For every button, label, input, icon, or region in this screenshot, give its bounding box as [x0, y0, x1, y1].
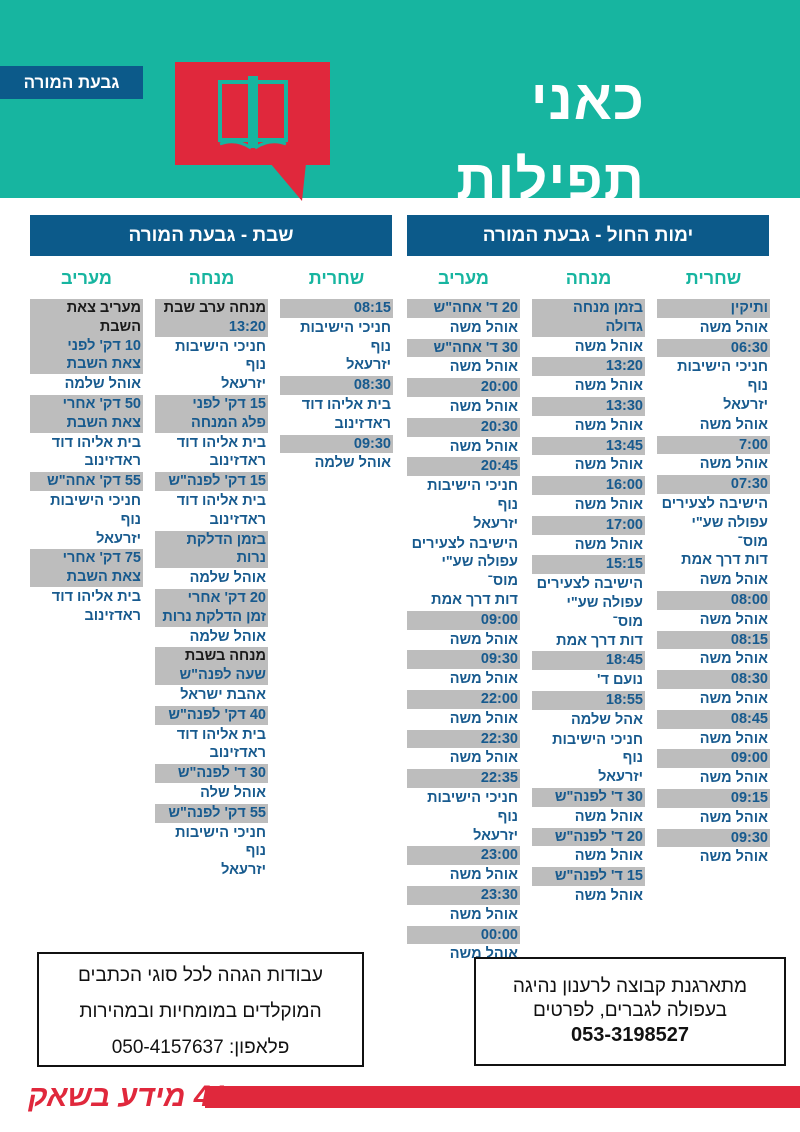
cell-text: 18:55	[605, 691, 643, 708]
time-cell	[155, 588, 268, 627]
footer-logo-text: 41 מידע בשאק	[28, 1080, 228, 1113]
cell-text: אוהל משה	[699, 809, 768, 826]
cell-text: 22:35	[480, 770, 518, 787]
time-cell	[657, 435, 770, 455]
cell-text: אוהל משה	[449, 946, 518, 963]
synagogue-cell	[155, 491, 268, 530]
cell-text: אוהל משה	[449, 398, 518, 415]
time-cell	[155, 471, 268, 491]
time-cell	[657, 338, 770, 358]
synagogue-cell	[407, 357, 520, 377]
time-cell	[30, 548, 143, 587]
synagogue-cell	[280, 395, 393, 434]
cell-text: ותיקין	[730, 300, 768, 316]
synagogue-cell	[155, 685, 268, 705]
synagogue-cell	[657, 729, 770, 749]
synagogue-cell	[657, 415, 770, 435]
prayer-heading: מעריב צאת השבת	[66, 300, 141, 335]
shabbat-column	[280, 298, 393, 473]
time-cell	[657, 474, 770, 494]
ad-phone: פלאפון: 050-4157637	[111, 1037, 290, 1058]
cell-text: 08:15	[730, 631, 768, 648]
time-cell	[407, 729, 520, 749]
cell-text: 20 דק' אחרי זמן הדלקת נרות	[162, 589, 266, 625]
time-cell	[657, 709, 770, 729]
synagogue-cell	[532, 574, 645, 650]
cell-text: אוהל משה	[699, 770, 768, 787]
time-cell	[407, 925, 520, 945]
synagogue-cell	[407, 669, 520, 689]
weekday-column	[407, 298, 520, 964]
cell-text: אוהל משה	[449, 671, 518, 688]
cell-text: אוהל משה	[699, 849, 768, 866]
cell-text: 75 דק' אחרי צאת השבת	[62, 550, 141, 586]
cell-text: 55 דק' לפנה"ש	[168, 804, 266, 821]
synagogue-cell	[407, 788, 520, 845]
synagogue-cell	[532, 495, 645, 515]
cell-text: 7:00	[738, 436, 768, 453]
synagogue-cell	[532, 670, 645, 690]
time-cell	[657, 298, 770, 318]
time-cell	[532, 396, 645, 416]
cell-text: שעה לפנה"ש	[179, 667, 266, 684]
cell-text: אוהל משה	[449, 750, 518, 767]
synagogue-cell	[532, 710, 645, 730]
driving-group-ad	[474, 957, 786, 1066]
ad-line: מתארגנת קבוצה לרענון נהיגה	[512, 976, 748, 997]
time-cell	[532, 436, 645, 456]
time-cell	[657, 590, 770, 610]
time-cell	[657, 828, 770, 848]
cell-text: 20:30	[480, 418, 518, 435]
cell-text: אוהל משה	[574, 496, 643, 513]
cell-text: אוהל משה	[449, 631, 518, 648]
synagogue-cell	[155, 725, 268, 764]
time-cell	[155, 298, 268, 337]
weekday-column-header: שחרית	[685, 268, 742, 288]
cell-text: 13:20	[605, 358, 643, 375]
cell-text: 22:00	[480, 690, 518, 707]
cell-text: חניכי הישיבות נוף יזרעאל	[175, 338, 266, 393]
cell-text: אוהל משה	[699, 730, 768, 747]
cell-text: אוהל משה	[449, 906, 518, 923]
cell-text: אוהל שלמה	[189, 570, 266, 587]
footer-bar	[205, 1086, 800, 1108]
cell-text: בית אליהו דוד ראדזינוב	[176, 492, 266, 528]
neighborhood-badge: גבעת המורה	[0, 66, 143, 99]
cell-text: 00:00	[480, 926, 518, 943]
time-cell	[155, 530, 268, 569]
cell-text: אוהל משה	[574, 378, 643, 395]
synagogue-cell	[657, 494, 770, 570]
cell-text: אוהל משה	[574, 338, 643, 355]
synagogue-cell	[407, 748, 520, 768]
time-cell	[280, 375, 393, 395]
cell-text: 09:00	[480, 611, 518, 628]
cell-text: אוהל משה	[449, 867, 518, 884]
synagogue-cell	[657, 768, 770, 788]
cell-text: אוהל שלמה	[314, 455, 391, 472]
time-cell	[532, 356, 645, 376]
time-cell	[532, 515, 645, 535]
cell-text: אוהל משה	[699, 416, 768, 433]
cell-text: 06:30	[730, 339, 768, 356]
time-cell	[407, 689, 520, 709]
synagogue-cell	[532, 376, 645, 396]
cell-text: אוהל משה	[574, 808, 643, 825]
cell-text: אוהל שלה	[200, 784, 266, 801]
cell-text: 13:20	[228, 318, 266, 335]
shabbat-column	[30, 298, 143, 626]
shabbat-column-header: מעריב	[61, 268, 112, 288]
time-cell	[407, 845, 520, 865]
time-cell	[155, 646, 268, 685]
cell-text: אוהל משה	[574, 536, 643, 553]
cell-text: אוהל משה	[574, 457, 643, 474]
synagogue-cell	[155, 433, 268, 472]
proofreading-ad	[37, 952, 364, 1067]
cell-text: חניכי הישיבות נוף יזרעאל	[427, 478, 518, 532]
time-cell	[407, 338, 520, 358]
cell-text: 13:45	[605, 437, 643, 454]
open-book-icon	[218, 74, 288, 156]
cell-text: 10 דק' לפני צאת השבת	[66, 337, 141, 373]
synagogue-cell	[657, 689, 770, 709]
time-cell	[407, 417, 520, 437]
synagogue-cell	[532, 886, 645, 906]
time-cell	[30, 471, 143, 491]
cell-text: בית אליהו דוד ראדזינוב	[51, 434, 141, 470]
time-cell	[280, 298, 393, 318]
time-cell	[30, 394, 143, 433]
synagogue-cell	[407, 534, 520, 610]
cell-text: 20 ד' אחה"ש	[433, 300, 518, 316]
cell-text: 07:30	[730, 476, 768, 493]
synagogue-cell	[657, 570, 770, 590]
time-cell	[30, 298, 143, 374]
cell-text: אוהל משה	[449, 438, 518, 455]
synagogue-cell	[407, 905, 520, 925]
shabbat-column-header: שחרית	[308, 268, 365, 288]
cell-text: 23:00	[480, 847, 518, 864]
ad-phone: 053-3198527	[571, 1024, 689, 1046]
shabbat-column	[155, 298, 268, 880]
weekday-column	[532, 298, 645, 906]
time-cell	[407, 298, 520, 318]
cell-text: 55 דק' אחה"ש	[47, 473, 141, 490]
cell-text: 23:30	[480, 886, 518, 903]
cell-text: אוהל משה	[574, 417, 643, 434]
cell-text: חניכי הישיבות נוף יזרעאל	[677, 359, 768, 413]
cell-text: 15 דק' לפנה"ש	[168, 473, 266, 490]
cell-text: הישיבה לצעירים עפולה שע"י מוס־ דות דרך אמת	[536, 576, 643, 649]
time-cell	[407, 885, 520, 905]
time-cell	[155, 394, 268, 433]
time-cell	[532, 827, 645, 847]
speech-bubble-tail	[270, 163, 306, 201]
cell-text: אוהל משה	[449, 710, 518, 727]
cell-text: אוהל משה	[699, 456, 768, 473]
synagogue-cell	[532, 455, 645, 475]
prayer-heading: מנחה ערב שבת	[163, 300, 266, 316]
synagogue-cell	[155, 337, 268, 394]
time-cell	[657, 630, 770, 650]
cell-text: 15:15	[605, 556, 643, 573]
synagogue-cell	[532, 337, 645, 357]
synagogue-cell	[407, 476, 520, 533]
cell-text: אוהל משה	[699, 319, 768, 336]
cell-text: אוהל משה	[449, 359, 518, 376]
cell-text: בית אליהו דוד ראדזינוב	[301, 396, 391, 432]
cell-text: 18:45	[605, 652, 643, 669]
time-cell	[532, 650, 645, 670]
cell-text: חניכי הישיבות נוף יזרעאל	[552, 731, 643, 786]
cell-text: 09:30	[353, 435, 391, 452]
cell-text: אוהל שלמה	[189, 628, 266, 645]
synagogue-cell	[657, 847, 770, 867]
cell-text: אוהל משה	[449, 319, 518, 336]
synagogue-cell	[657, 318, 770, 338]
synagogue-cell	[657, 649, 770, 669]
time-cell	[532, 690, 645, 710]
cell-text: אוהל משה	[699, 572, 768, 589]
shabbat-section-title: שבת - גבעת המורה	[30, 215, 392, 256]
cell-text: 08:15	[353, 300, 391, 316]
time-cell	[657, 748, 770, 768]
synagogue-cell	[657, 808, 770, 828]
time-cell	[532, 866, 645, 886]
cell-text: בית אליהו דוד ראדזינוב	[176, 434, 266, 470]
weekday-column-header: מעריב	[438, 268, 489, 288]
cell-text: נועם ד'	[597, 672, 643, 689]
shabbat-column-header: מנחה	[188, 268, 235, 288]
cell-text: אוהל משה	[574, 887, 643, 904]
synagogue-cell	[407, 437, 520, 457]
synagogue-cell	[30, 433, 143, 472]
cell-text: 30 ד' אחה"ש	[433, 339, 518, 356]
time-cell	[407, 768, 520, 788]
synagogue-cell	[30, 491, 143, 548]
cell-text: 08:30	[730, 671, 768, 688]
synagogue-cell	[657, 610, 770, 630]
cell-text: 50 דק' אחרי צאת השבת	[62, 395, 141, 431]
cell-text: 30 ד' לפנה"ש	[554, 788, 643, 805]
cell-text: 22:30	[480, 730, 518, 747]
footer-logo	[28, 1082, 227, 1112]
synagogue-cell	[532, 416, 645, 436]
synagogue-cell	[155, 627, 268, 647]
time-cell	[532, 787, 645, 807]
time-cell	[657, 788, 770, 808]
cell-text: הישיבה לצעירים עפולה שע"י מוס־ דות דרך אמת	[661, 495, 768, 569]
cell-text: אוהל משה	[699, 611, 768, 628]
synagogue-cell	[657, 357, 770, 414]
cell-text: 20 ד' לפנה"ש	[554, 828, 643, 845]
time-cell	[532, 298, 645, 337]
synagogue-cell	[532, 535, 645, 555]
synagogue-cell	[407, 865, 520, 885]
cell-text: אהל שלמה	[570, 711, 643, 728]
cell-text: חניכי הישיבות נוף יזרעאל	[427, 789, 518, 844]
page-title: כאני תפילות	[456, 68, 645, 211]
cell-text: אהבת ישראל	[180, 686, 266, 703]
cell-text: 09:30	[480, 651, 518, 668]
synagogue-cell	[280, 318, 393, 375]
cell-text: 08:30	[353, 377, 391, 394]
time-cell	[532, 475, 645, 495]
cell-text: 08:45	[730, 710, 768, 727]
time-cell	[407, 649, 520, 669]
ad-line: בעפולה לגברים, לפרטים	[532, 1000, 728, 1021]
synagogue-cell	[407, 397, 520, 417]
synagogue-cell	[532, 730, 645, 787]
time-cell	[155, 763, 268, 783]
ad-line: המוקלדים במומחיות ובמהירות	[79, 1001, 322, 1022]
cell-text: חניכי הישיבות נוף יזרעאל	[50, 492, 141, 547]
cell-text: 15 ד' לפנה"ש	[554, 868, 643, 885]
weekday-section-title: ימות החול - גבעת המורה	[407, 215, 769, 256]
cell-text: 17:00	[605, 516, 643, 533]
synagogue-cell	[532, 807, 645, 827]
cell-text: אוהל משה	[574, 848, 643, 865]
synagogue-cell	[657, 454, 770, 474]
cell-text: 20:00	[480, 379, 518, 396]
synagogue-cell	[407, 630, 520, 650]
cell-text: אוהל משה	[699, 651, 768, 668]
cell-text: אוהל משה	[699, 690, 768, 707]
cell-text: 13:30	[605, 397, 643, 414]
cell-text: בית אליהו דוד ראדזינוב	[176, 726, 266, 762]
cell-text: 09:00	[730, 750, 768, 767]
time-cell	[155, 803, 268, 823]
ad-line: עבודות הגהה לכל סוגי הכתבים	[78, 965, 323, 986]
cell-text: 30 ד' לפנה"ש	[177, 765, 266, 782]
cell-text: בזמן הדלקת נרות	[186, 531, 266, 567]
time-cell	[280, 434, 393, 454]
cell-text: חניכי הישיבות נוף יזרעאל	[175, 824, 266, 879]
time-cell	[657, 669, 770, 689]
synagogue-cell	[155, 568, 268, 588]
cell-text: הישיבה לצעירים עפולה שע"י מוס־ דות דרך אמת	[411, 535, 518, 608]
synagogue-cell	[280, 453, 393, 473]
synagogue-cell	[155, 783, 268, 803]
cell-text: חניכי הישיבות נוף יזרעאל	[300, 319, 391, 374]
weekday-column-header: מנחה	[565, 268, 612, 288]
cell-text: 40 דק' לפנה"ש	[168, 706, 266, 723]
prayer-heading: מנחה בשבת	[184, 648, 266, 665]
time-cell	[407, 610, 520, 630]
cell-text: בית אליהו דוד ראדזינוב	[51, 588, 141, 624]
synagogue-cell	[532, 846, 645, 866]
cell-text: 20:45	[480, 458, 518, 475]
cell-text: 09:15	[730, 789, 768, 806]
time-cell	[532, 554, 645, 574]
cell-text: 08:00	[730, 591, 768, 608]
cell-text: 16:00	[605, 477, 643, 494]
cell-text: אוהל שלמה	[64, 376, 141, 393]
synagogue-cell	[155, 823, 268, 880]
synagogue-cell	[407, 318, 520, 338]
synagogue-cell	[407, 709, 520, 729]
time-cell	[155, 705, 268, 725]
cell-text: בזמן מנחה גדולה	[573, 300, 643, 335]
time-cell	[407, 377, 520, 397]
time-cell	[407, 456, 520, 476]
synagogue-cell	[30, 374, 143, 394]
cell-text: 09:30	[730, 829, 768, 846]
cell-text: 15 דק' לפני פלג המנחה	[191, 395, 266, 431]
weekday-column	[657, 298, 770, 867]
synagogue-cell	[30, 587, 143, 626]
